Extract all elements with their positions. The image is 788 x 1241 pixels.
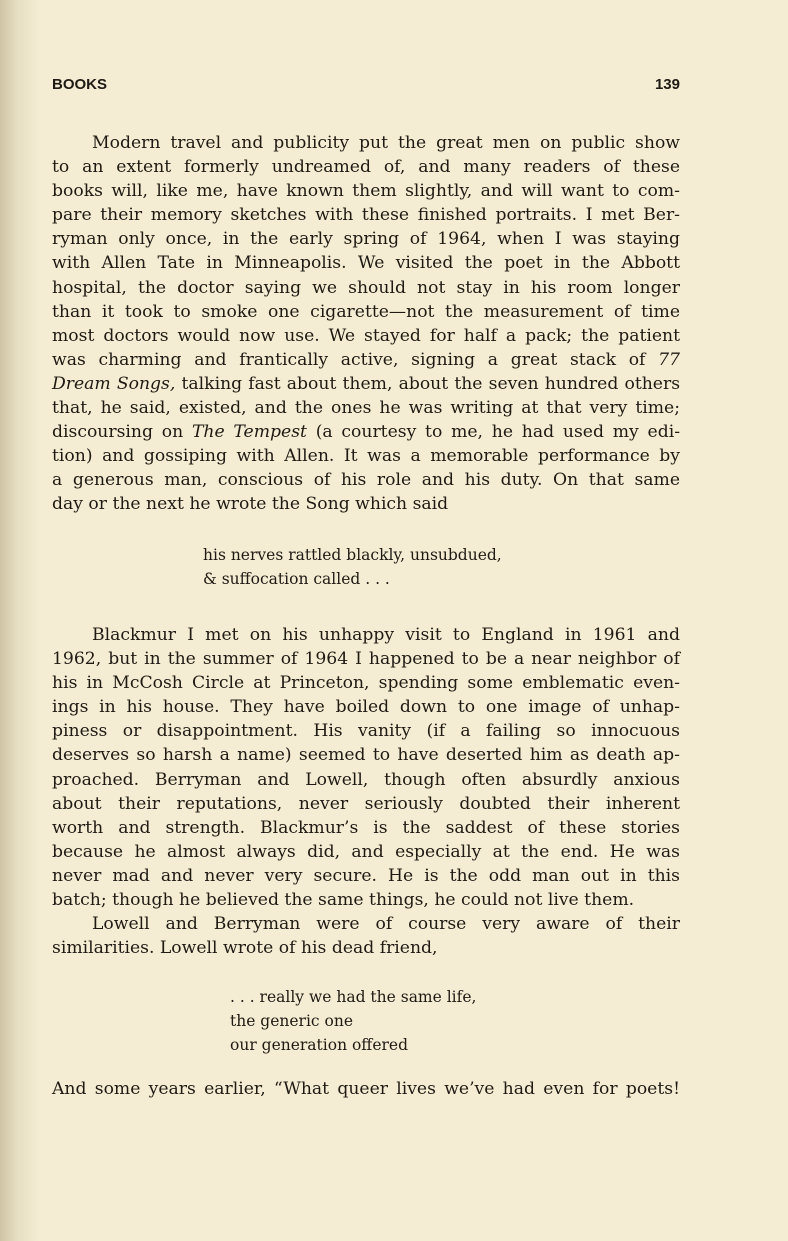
text-line: to an extent formerly undreamed of, and many readers of these bbox=[52, 157, 680, 178]
text-line: batch; though he believed the same things, he could not live them. bbox=[52, 890, 635, 911]
text-segment: was charming and frantically active, signing a great stack of bbox=[52, 349, 646, 370]
text-line bbox=[52, 372, 680, 396]
verse-line: . . . really we had the same life, bbox=[230, 988, 477, 1006]
text-line: day or the next he wrote the Song which said bbox=[52, 494, 449, 515]
verse-line: his nerves rattled blackly, unsubdued, bbox=[203, 546, 502, 564]
text-line: his in McCosh Circle at Princeton, spending some emblematic even- bbox=[52, 673, 680, 694]
text-line: ryman only once, in the early spring of 1964, when I was staying bbox=[52, 229, 680, 250]
text-line: most doctors would now use. We stayed for half a pack; the patient bbox=[52, 325, 680, 346]
text-line: that, he said, existed, and the ones he was writing at that very time; bbox=[52, 398, 680, 419]
text-segment: talking fast about them, about the seven hundred others bbox=[175, 373, 681, 394]
text-line: proached. Berryman and Lowell, though often absurdly anxious bbox=[52, 769, 680, 790]
text-line: books will, like me, have known them slightly, and will want to com- bbox=[52, 181, 680, 202]
verse-line: & suffocation called . . . bbox=[203, 570, 390, 588]
text-segment: (a courtesy to me, he had used my edi- bbox=[306, 422, 680, 443]
text-line: ings in his house. They have boiled down to one image of unhap- bbox=[52, 697, 680, 718]
running-head bbox=[52, 76, 680, 96]
verse-line: our generation offered bbox=[230, 1036, 409, 1054]
verse-quote-2 bbox=[230, 985, 476, 1057]
text-line: piness or disappointment. His vanity (if a failing so innocuous bbox=[52, 721, 680, 742]
text-line: And some years earlier, “What queer lives we’ve had even for poets! bbox=[52, 1079, 680, 1099]
text-line: 1962, but in the summer of 1964 I happened to be a near neighbor of bbox=[52, 649, 680, 670]
text-line bbox=[52, 420, 680, 444]
text-line bbox=[52, 348, 680, 372]
verse-line: the generic one bbox=[230, 1012, 354, 1030]
text-line: worth and strength. Blackmur’s is the saddest of these stories bbox=[52, 817, 680, 838]
text-line: pare their memory sketches with these finished portraits. I met Ber- bbox=[52, 205, 680, 226]
verse-quote-1 bbox=[203, 543, 502, 591]
paragraph-4 bbox=[52, 1077, 680, 1101]
text-line: Lowell and Berryman were of course very aware of their bbox=[92, 914, 680, 934]
italic-title: The Tempest bbox=[191, 422, 307, 443]
text-line: with Allen Tate in Minneapolis. We visited the poet in the Abbott bbox=[52, 253, 680, 274]
text-line: similarities. Lowell wrote of his dead friend, bbox=[52, 938, 438, 959]
text-line: a generous man, conscious of his role and his duty. On that same bbox=[52, 470, 680, 491]
text-line: than it took to smoke one cigarette—not the measurement of time bbox=[52, 301, 680, 322]
paragraph-1 bbox=[52, 131, 680, 517]
text-line: Blackmur I met on his unhappy visit to England in 1961 and bbox=[92, 625, 680, 645]
text-line: deserves so harsh a name) seemed to have deserted him as death ap- bbox=[52, 745, 680, 766]
paragraph-2 bbox=[52, 623, 680, 912]
text-line: never mad and never very secure. He is the odd man out in this bbox=[52, 865, 680, 886]
text-line: tion) and gossiping with Allen. It was a memorable performance by bbox=[52, 446, 680, 467]
italic-text: 77 bbox=[658, 349, 680, 370]
text-segment: discoursing on bbox=[52, 422, 192, 443]
text-line: because he almost always did, and especially at the end. He was bbox=[52, 841, 680, 862]
paragraph-3 bbox=[52, 912, 680, 960]
text-line: hospital, the doctor saying we should not stay in his room longer bbox=[52, 277, 680, 298]
section-title: BOOKS bbox=[52, 76, 108, 93]
page-number: 139 bbox=[654, 76, 680, 93]
italic-title: Dream Songs, bbox=[52, 373, 176, 394]
text-line: about their reputations, never seriously doubted their inherent bbox=[52, 793, 680, 814]
text-line: Modern travel and publicity put the great men on public show bbox=[92, 133, 680, 153]
